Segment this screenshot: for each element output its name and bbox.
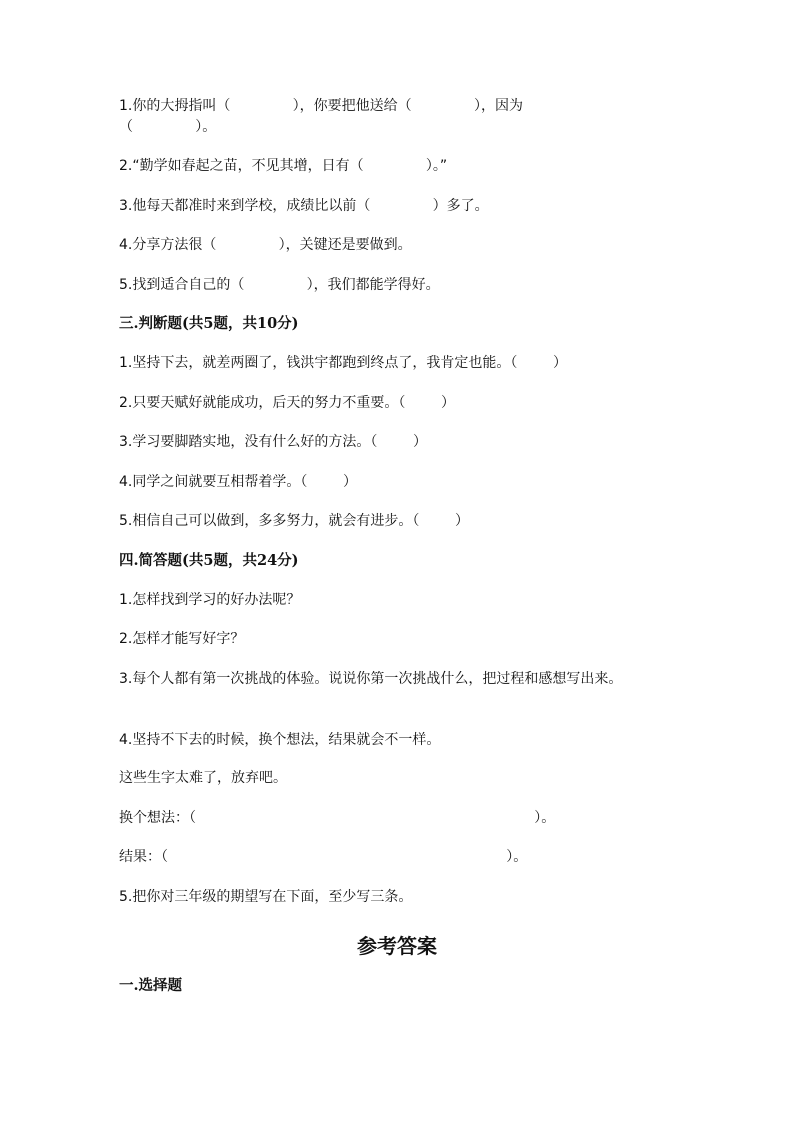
- judge-q5: 5.相信自己可以做到，多多努力，就会有进步。（ ）: [119, 513, 469, 529]
- answer-title: 参考答案: [357, 934, 437, 958]
- fill-q4: 4.分享方法很（ ），关键还是要做到。: [119, 237, 412, 253]
- fill-q2: 2.“勤学如春起之苗，不见其增，日有（ ）。”: [119, 158, 448, 174]
- short-heading: 四.简答题(共5题，共24分): [119, 552, 299, 569]
- short-q5: 5.把你对三年级的期望写在下面，至少写三条。: [119, 889, 413, 905]
- fill-q5: 5.找到适合自己的（ ），我们都能学得好。: [119, 277, 440, 293]
- short-q2: 2.怎样才能写好字？: [119, 631, 245, 647]
- short-q4-sentence: 这些生字太难了，放弃吧。: [119, 770, 287, 786]
- judge-q1: 1.坚持下去，就差两圈了，钱洪宇都跑到终点了，我肯定也能。（ ）: [119, 355, 567, 371]
- short-q1: 1.怎样找到学习的好办法呢？: [119, 592, 301, 608]
- judge-q2: 2.只要天赋好就能成功，后天的努力不重要。（ ）: [119, 395, 455, 411]
- short-q3: 3.每个人都有第一次挑战的体验。说说你第一次挑战什么，把过程和感想写出来。: [119, 671, 623, 687]
- fill-q3: 3.他每天都准时来到学校，成绩比以前（ ）多了。: [119, 198, 489, 214]
- judge-q4: 4.同学之间就要互相帮着学。（ ）: [119, 474, 357, 490]
- short-q4-change: 换个想法：（ ）。: [119, 810, 556, 826]
- short-q4: 4.坚持不下去的时候，换个想法，结果就会不一样。: [119, 732, 441, 748]
- answer-section-1: 一.选择题: [119, 977, 183, 994]
- judge-q3: 3.学习要脚踏实地，没有什么好的方法。（ ）: [119, 434, 427, 450]
- judge-heading: 三.判断题(共5题，共10分): [119, 315, 299, 332]
- fill-q1-line1: 1.你的大拇指叫（ ），你要把他送给（ ），因为: [119, 98, 523, 114]
- fill-q1-line2: （ ）。: [119, 119, 217, 135]
- short-q4-result: 结果：（ ）。: [119, 849, 528, 865]
